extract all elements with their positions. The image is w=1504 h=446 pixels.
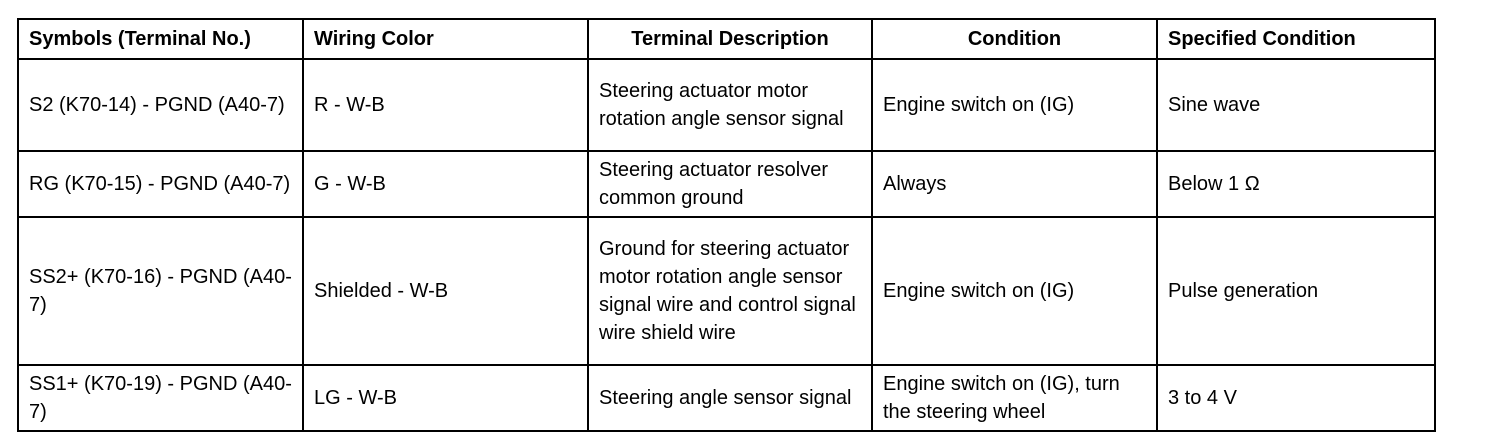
cell-specified-condition: Sine wave (1157, 59, 1435, 151)
cell-symbols: SS1+ (K70-19) - PGND (A40-7) (18, 365, 303, 431)
cell-specified-condition: Pulse generation (1157, 217, 1435, 365)
header-condition: Condition (872, 19, 1157, 59)
cell-condition: Always (872, 151, 1157, 217)
table-row (18, 151, 1435, 217)
cell-specified-condition: 3 to 4 V (1157, 365, 1435, 431)
cell-condition: Engine switch on (IG) (872, 217, 1157, 365)
header-terminal-description: Terminal Description (588, 19, 872, 59)
cell-wiring-color: G - W-B (303, 151, 588, 217)
cell-specified-condition: Below 1 Ω (1157, 151, 1435, 217)
table-row (18, 59, 1435, 151)
cell-terminal-description: Steering actuator resolver common ground (588, 151, 872, 217)
cell-terminal-description: Steering angle sensor signal (588, 365, 872, 431)
table-row (18, 365, 1435, 431)
terminal-spec-table (17, 18, 1436, 432)
header-specified-condition: Specified Condition (1157, 19, 1435, 59)
table-header-row (18, 19, 1435, 59)
table-row (18, 217, 1435, 365)
cell-symbols: S2 (K70-14) - PGND (A40-7) (18, 59, 303, 151)
cell-condition: Engine switch on (IG) (872, 59, 1157, 151)
header-wiring-color: Wiring Color (303, 19, 588, 59)
cell-symbols: SS2+ (K70-16) - PGND (A40-7) (18, 217, 303, 365)
cell-terminal-description: Steering actuator motor rotation angle sensor signal (588, 59, 872, 151)
cell-symbols: RG (K70-15) - PGND (A40-7) (18, 151, 303, 217)
cell-wiring-color: Shielded - W-B (303, 217, 588, 365)
header-symbols: Symbols (Terminal No.) (18, 19, 303, 59)
cell-terminal-description: Ground for steering actuator motor rotation angle sensor signal wire and control signal wire shield wire (588, 217, 872, 365)
cell-wiring-color: LG - W-B (303, 365, 588, 431)
cell-condition: Engine switch on (IG), turn the steering wheel (872, 365, 1157, 431)
cell-wiring-color: R - W-B (303, 59, 588, 151)
